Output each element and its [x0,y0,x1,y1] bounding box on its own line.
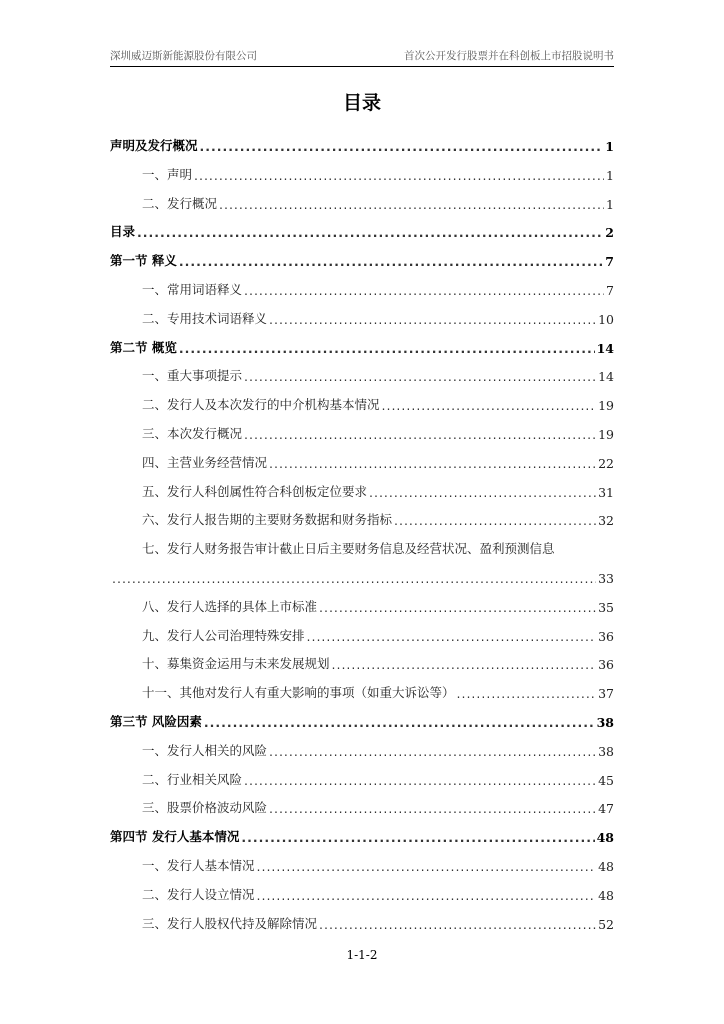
toc-entry-label: 九、发行人公司治理特殊安排 [142,627,305,643]
toc-page-number: 19 [598,398,614,414]
toc-leader-dots [219,197,604,212]
toc-leader-dots [269,744,596,759]
toc-leader-dots [394,513,596,528]
toc-entry-label: 目录 [110,224,136,240]
toc-entry[interactable] [142,163,614,183]
toc-leader-dots [241,830,594,845]
toc-page-number: 1 [606,167,614,183]
toc-page-number: 14 [598,369,614,385]
toc-entry-label: 一、发行人相关的风险 [142,742,268,758]
toc-leader-dots [179,341,595,356]
toc-entry-label: 第四节 发行人基本情况 [110,829,240,845]
toc-leader-dots [307,629,597,644]
toc-leader-dots [244,773,596,788]
toc-page-number: 19 [598,427,614,442]
toc-entry-label: 十、募集资金运用与未来发展规划 [142,656,330,672]
toc-entry[interactable] [110,134,614,154]
toc-entry-label: 一、发行人基本情况 [142,858,255,873]
toc-entry[interactable] [142,796,614,816]
toc-page-number: 48 [598,887,614,903]
toc-entry-label: 一、常用词语释义 [142,282,243,297]
toc-page-number: 22 [598,455,614,471]
toc-page-number: 1 [605,139,614,154]
toc-entry[interactable] [142,854,614,874]
toc-entry[interactable] [142,508,614,528]
toc-entry-label: 二、发行概况 [142,195,218,211]
toc-page-number: 52 [598,916,614,932]
toc-entry[interactable] [142,278,614,298]
toc-page-number: 32 [598,513,614,529]
toc-leader-dots [269,801,596,816]
toc-entry[interactable] [110,710,614,730]
toc-leader-dots [257,859,597,874]
toc-entry[interactable] [110,566,614,586]
toc-entry-label: 第三节 风险因素 [110,714,202,729]
toc-entry-label: 八、发行人选择的具体上市标准 [142,598,318,614]
toc-entry[interactable] [142,393,614,413]
toc-leader-dots [194,168,604,183]
toc-entry-label: 四、主营业务经营情况 [142,454,268,470]
toc-leader-dots [319,600,596,615]
toc-page-number: 47 [598,801,614,817]
toc-entry[interactable] [142,422,614,442]
toc-page-number: 48 [596,830,614,846]
toc-leader-dots [244,283,604,298]
toc-page-number: 35 [598,599,614,615]
toc-page-number: 7 [606,283,614,298]
toc-leader-dots [244,369,596,384]
toc-entry-label: 三、发行人股权代持及解除情况 [142,915,318,931]
toc-page-number: 38 [596,715,614,730]
toc-entry[interactable] [142,652,614,672]
toc-entry[interactable] [142,681,614,701]
toc-leader-dots [369,485,596,500]
toc-leader-dots [179,254,603,269]
toc-entry-label: 一、重大事项提示 [142,368,243,384]
toc-page-number: 48 [598,859,614,874]
page-title: 目录 [342,92,381,114]
toc-entry[interactable] [110,220,614,240]
toc-entry-label: 第二节 概览 [110,339,177,355]
toc-entry[interactable] [142,480,614,500]
toc-leader-dots [269,456,596,471]
toc-entry[interactable] [110,249,614,269]
toc-leader-dots [319,917,596,932]
toc-page-number: 10 [598,311,614,327]
toc-page-number: 36 [598,628,614,644]
toc-entry-label: 二、专用技术词语释义 [142,310,268,326]
toc-entry[interactable] [142,192,614,212]
toc-page-number: 33 [598,571,614,586]
toc-entry-label: 六、发行人报告期的主要财务数据和财务指标 [142,512,393,528]
toc-entry-label: 三、股票价格波动风险 [142,800,268,816]
toc-leader-dots [200,139,604,154]
header-company-name: 深圳威迈斯新能源股份有限公司 [110,50,257,62]
toc-leader-dots [382,398,597,413]
toc-page-number: 45 [598,772,614,788]
toc-entry[interactable] [110,336,614,356]
toc-entry[interactable] [142,595,614,615]
toc-entry-label[interactable]: 七、发行人财务报告审计截止日后主要财务信息及经营状况、盈利预测信息 [142,541,555,557]
toc-entry[interactable] [142,364,614,384]
toc-page-number: 31 [598,484,614,500]
toc-page-number: 7 [605,254,614,270]
toc-entry[interactable] [142,739,614,759]
page-header [110,50,614,67]
toc-leader-dots [457,686,597,701]
toc-entry[interactable] [142,912,614,932]
toc-entry-label: 二、发行人及本次发行的中介机构基本情况 [142,397,380,413]
toc-entry[interactable] [142,624,614,644]
toc-leader-dots [204,715,595,730]
toc-entry-label: 一、声明 [142,166,193,182]
toc-entry-label: 十一、其他对发行人有重大影响的事项（如重大诉讼等） [142,685,455,701]
header-document-title: 首次公开发行股票并在科创板上市招股说明书 [404,50,614,62]
toc-entry[interactable] [110,825,614,845]
toc-leader-dots [244,427,596,442]
toc-page-number: 14 [596,340,614,356]
toc-entry[interactable] [142,768,614,788]
toc-leader-dots [269,312,596,327]
toc-entry-label: 五、发行人科创属性符合科创板定位要求 [142,483,368,499]
toc-page-number: 36 [598,657,614,673]
toc-page-number: 1 [606,196,614,212]
toc-page-number: 37 [598,686,614,702]
toc-leader-dots [112,571,596,586]
toc-page-number: 2 [605,225,614,241]
toc-page-number: 38 [598,743,614,759]
toc-entry-label: 三、本次发行概况 [142,426,243,441]
toc-entry-label: 二、发行人设立情况 [142,886,255,902]
page-number: 1-1-2 [346,948,378,962]
toc-entry-label: 二、行业相关风险 [142,771,243,787]
toc-entry[interactable] [142,883,614,903]
toc-leader-dots [257,888,597,903]
toc-entry-label: 声明及发行概况 [110,138,198,153]
toc-entry-label: 第一节 释义 [110,253,177,269]
toc-leader-dots [332,657,597,672]
toc-entry[interactable] [142,307,614,327]
toc-entry[interactable] [142,451,614,471]
toc-leader-dots [137,225,603,240]
